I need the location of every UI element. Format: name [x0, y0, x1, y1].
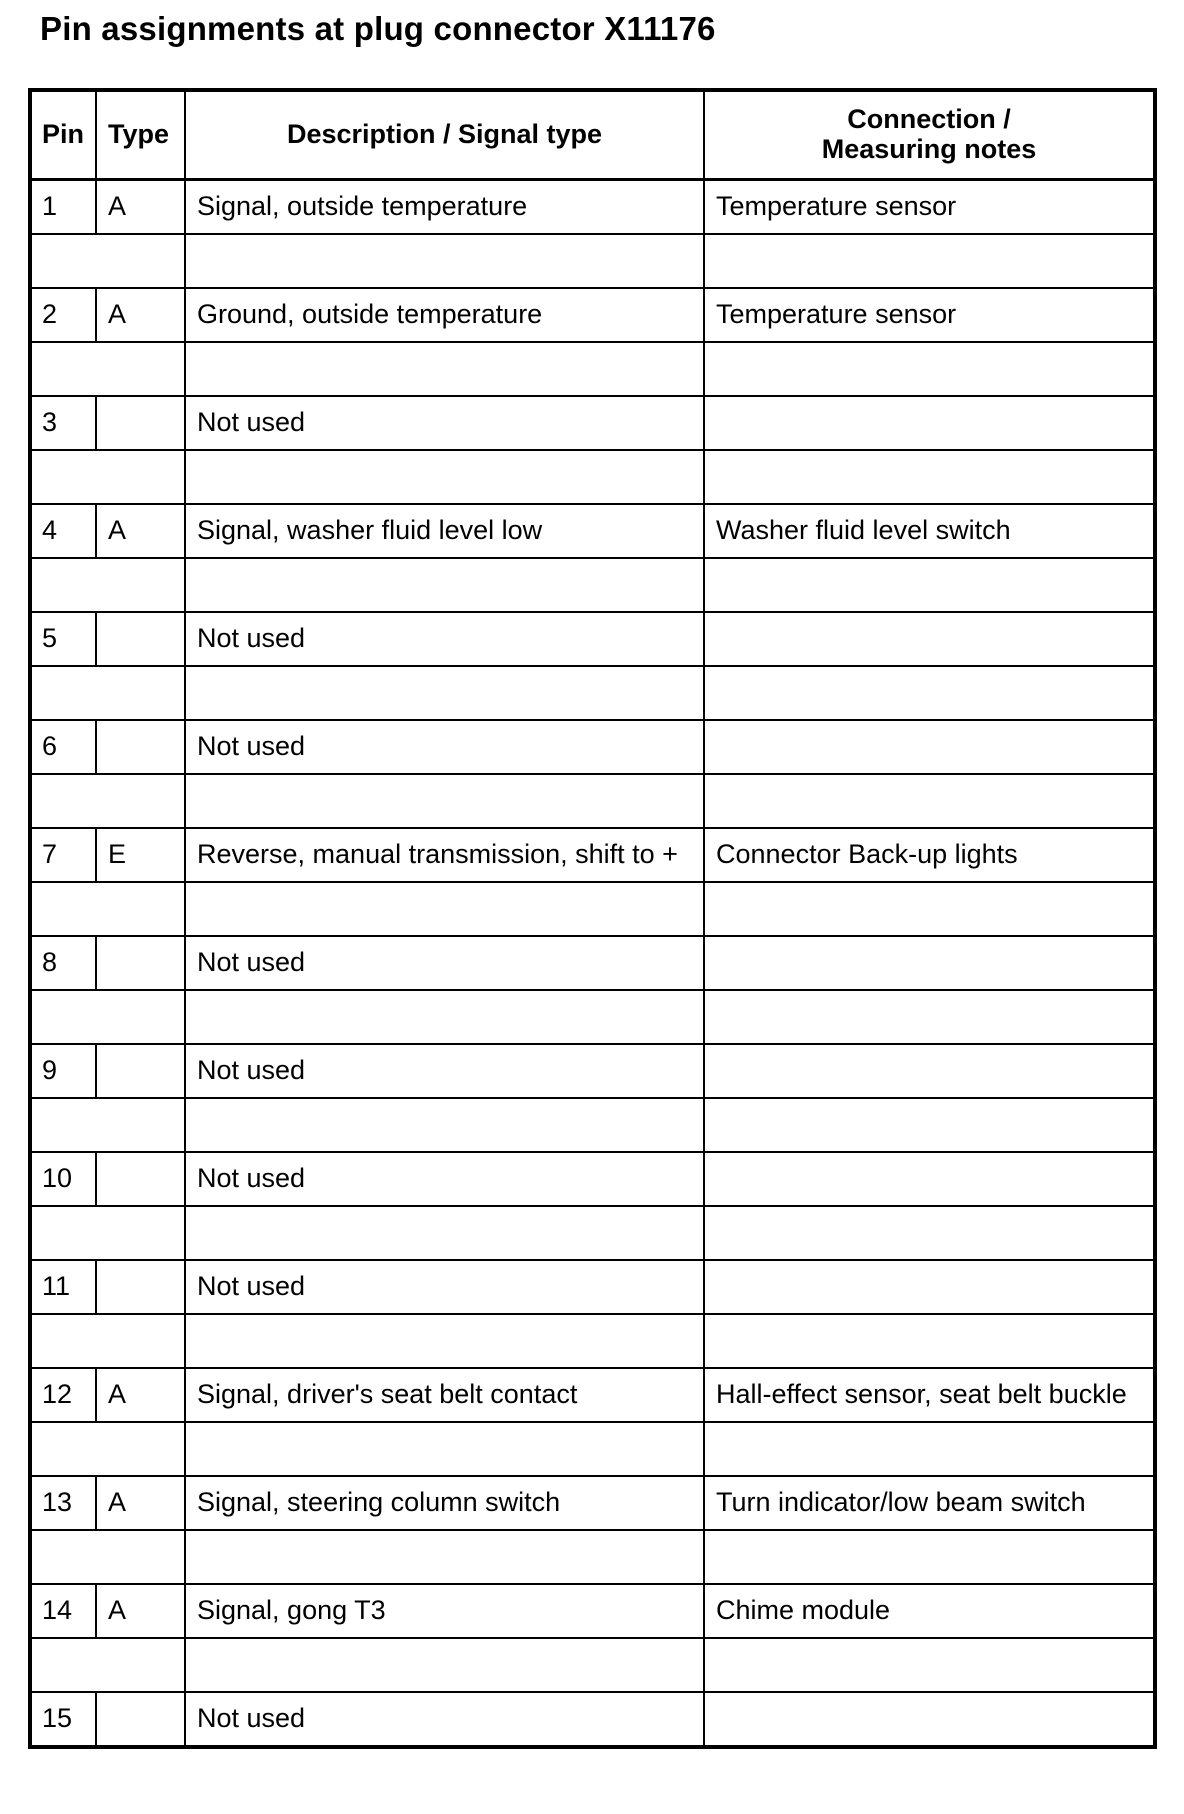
cell-connection	[704, 1044, 1155, 1098]
cell-description: Not used	[185, 396, 704, 450]
cell-pin: 5	[30, 612, 96, 666]
cell-type: A	[96, 1368, 185, 1422]
spacer-cell	[704, 342, 1155, 396]
spacer-row	[30, 1098, 1155, 1152]
spacer-cell	[185, 990, 704, 1044]
header-description: Description / Signal type	[185, 90, 704, 180]
cell-pin: 2	[30, 288, 96, 342]
cell-type	[96, 1152, 185, 1206]
spacer-cell	[704, 1422, 1155, 1476]
cell-pin: 7	[30, 828, 96, 882]
cell-connection: Turn indicator/low beam switch	[704, 1476, 1155, 1530]
table-row	[30, 1044, 1155, 1098]
spacer-cell	[704, 882, 1155, 936]
table-row	[30, 612, 1155, 666]
spacer-row	[30, 450, 1155, 504]
spacer-row	[30, 1314, 1155, 1368]
spacer-cell	[30, 1422, 185, 1476]
header-connection-line1: Connection /	[847, 104, 1011, 135]
table-row	[30, 720, 1155, 774]
table-row	[30, 288, 1155, 342]
spacer-row	[30, 342, 1155, 396]
table-row	[30, 1260, 1155, 1314]
cell-pin: 3	[30, 396, 96, 450]
cell-connection: Connector Back-up lights	[704, 828, 1155, 882]
cell-description: Not used	[185, 720, 704, 774]
spacer-row	[30, 882, 1155, 936]
spacer-cell	[30, 342, 185, 396]
cell-description: Not used	[185, 1152, 704, 1206]
cell-connection: Washer fluid level switch	[704, 504, 1155, 558]
cell-type: A	[96, 180, 185, 235]
spacer-cell	[704, 1314, 1155, 1368]
table-row	[30, 936, 1155, 990]
cell-pin: 14	[30, 1584, 96, 1638]
cell-pin: 11	[30, 1260, 96, 1314]
spacer-row	[30, 1422, 1155, 1476]
cell-description: Signal, driver's seat belt contact	[185, 1368, 704, 1422]
spacer-cell	[185, 558, 704, 612]
cell-connection	[704, 720, 1155, 774]
spacer-row	[30, 1638, 1155, 1692]
spacer-cell	[185, 1098, 704, 1152]
spacer-row	[30, 558, 1155, 612]
spacer-cell	[30, 882, 185, 936]
cell-description: Signal, gong T3	[185, 1584, 704, 1638]
table-row	[30, 1368, 1155, 1422]
table-row	[30, 828, 1155, 882]
cell-type: A	[96, 504, 185, 558]
table-row	[30, 1152, 1155, 1206]
cell-description: Not used	[185, 936, 704, 990]
cell-pin: 12	[30, 1368, 96, 1422]
header-connection	[704, 90, 1155, 180]
spacer-row	[30, 774, 1155, 828]
cell-type: E	[96, 828, 185, 882]
table-row	[30, 1476, 1155, 1530]
spacer-cell	[30, 1638, 185, 1692]
spacer-cell	[185, 342, 704, 396]
cell-connection	[704, 1260, 1155, 1314]
cell-type	[96, 612, 185, 666]
table-row	[30, 504, 1155, 558]
spacer-cell	[185, 882, 704, 936]
spacer-cell	[704, 450, 1155, 504]
cell-connection	[704, 1152, 1155, 1206]
cell-pin: 13	[30, 1476, 96, 1530]
cell-type: A	[96, 1476, 185, 1530]
spacer-cell	[30, 1098, 185, 1152]
spacer-cell	[30, 450, 185, 504]
cell-description: Signal, washer fluid level low	[185, 504, 704, 558]
spacer-row	[30, 990, 1155, 1044]
cell-connection	[704, 396, 1155, 450]
spacer-cell	[185, 1422, 704, 1476]
spacer-cell	[704, 1098, 1155, 1152]
spacer-row	[30, 1530, 1155, 1584]
table-row	[30, 396, 1155, 450]
table-row	[30, 1692, 1155, 1747]
spacer-cell	[185, 774, 704, 828]
spacer-cell	[30, 666, 185, 720]
cell-connection: Chime module	[704, 1584, 1155, 1638]
cell-connection: Hall-effect sensor, seat belt buckle	[704, 1368, 1155, 1422]
page-title: Pin assignments at plug connector X11176	[40, 10, 716, 47]
spacer-cell	[30, 990, 185, 1044]
spacer-cell	[30, 774, 185, 828]
spacer-cell	[185, 666, 704, 720]
cell-connection	[704, 612, 1155, 666]
spacer-row	[30, 1206, 1155, 1260]
cell-description: Not used	[185, 1044, 704, 1098]
cell-pin: 6	[30, 720, 96, 774]
cell-type	[96, 720, 185, 774]
spacer-cell	[185, 1314, 704, 1368]
cell-description: Not used	[185, 1260, 704, 1314]
spacer-cell	[30, 1314, 185, 1368]
cell-connection: Temperature sensor	[704, 288, 1155, 342]
cell-connection: Temperature sensor	[704, 180, 1155, 235]
cell-description: Not used	[185, 612, 704, 666]
spacer-row	[30, 234, 1155, 288]
pin-assignment-table	[28, 88, 1157, 1749]
cell-type	[96, 1692, 185, 1747]
cell-pin: 15	[30, 1692, 96, 1747]
spacer-cell	[30, 234, 185, 288]
spacer-cell	[185, 234, 704, 288]
cell-type	[96, 396, 185, 450]
cell-pin: 10	[30, 1152, 96, 1206]
spacer-cell	[704, 234, 1155, 288]
cell-type: A	[96, 1584, 185, 1638]
cell-type	[96, 1044, 185, 1098]
spacer-row	[30, 666, 1155, 720]
table-header-row	[30, 90, 1155, 180]
cell-type	[96, 1260, 185, 1314]
cell-type: A	[96, 288, 185, 342]
header-connection-line2: Measuring notes	[821, 134, 1037, 164]
spacer-cell	[704, 1530, 1155, 1584]
spacer-cell	[185, 1206, 704, 1260]
cell-description: Reverse, manual transmission, shift to +	[185, 828, 704, 882]
header-pin: Pin	[30, 90, 96, 180]
spacer-cell	[704, 774, 1155, 828]
table-row	[30, 180, 1155, 235]
cell-description: Ground, outside temperature	[185, 288, 704, 342]
spacer-cell	[30, 1530, 185, 1584]
spacer-cell	[704, 558, 1155, 612]
spacer-cell	[185, 450, 704, 504]
header-type: Type	[96, 90, 185, 180]
cell-type	[96, 936, 185, 990]
cell-description: Signal, outside temperature	[185, 180, 704, 235]
cell-pin: 8	[30, 936, 96, 990]
spacer-cell	[704, 666, 1155, 720]
cell-description: Signal, steering column switch	[185, 1476, 704, 1530]
spacer-cell	[185, 1530, 704, 1584]
cell-connection	[704, 1692, 1155, 1747]
cell-description: Not used	[185, 1692, 704, 1747]
cell-pin: 4	[30, 504, 96, 558]
spacer-cell	[30, 1206, 185, 1260]
spacer-cell	[704, 1206, 1155, 1260]
spacer-cell	[704, 1638, 1155, 1692]
spacer-cell	[185, 1638, 704, 1692]
spacer-cell	[704, 990, 1155, 1044]
cell-connection	[704, 936, 1155, 990]
cell-pin: 9	[30, 1044, 96, 1098]
spacer-cell	[30, 558, 185, 612]
table-row	[30, 1584, 1155, 1638]
cell-pin: 1	[30, 180, 96, 235]
